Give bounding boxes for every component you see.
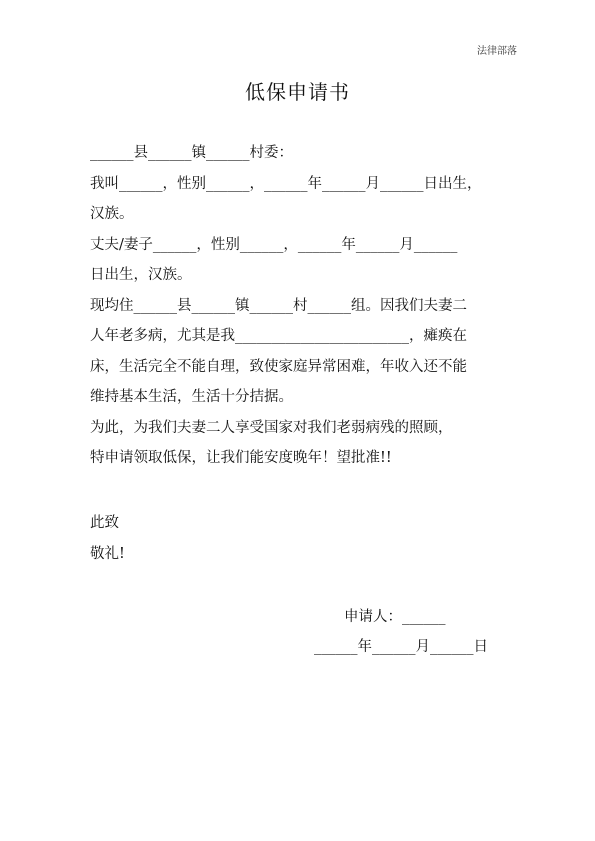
body-line: 日出生，汉族。: [90, 267, 192, 283]
body-line: 我叫______，性别______，______年______月______日出生，: [90, 175, 482, 192]
addressee-line: ______县______镇______村委：: [90, 145, 293, 161]
source-label: 法律部落: [477, 46, 517, 57]
body-line: 人年老多病，尤其是我________________________，瘫痪在: [90, 328, 467, 344]
application-body: [90, 138, 510, 474]
body-line: 特申请领取低保，让我们能安度晚年！望批准!!: [90, 450, 392, 466]
signature-block: [300, 602, 520, 662]
date-line: ______年______月______日: [314, 639, 488, 655]
body-line: 现均住______县______镇______村______组。因我们夫妻二: [90, 297, 467, 314]
closing-salutation: 此致: [90, 515, 119, 531]
closing-block: [90, 508, 390, 570]
closing-regards: 敬礼!: [90, 546, 125, 562]
body-line: 床，生活完全不能自理，致使家庭异常困难，年收入还不能: [90, 358, 467, 375]
body-line: 丈夫/妻子______，性别______，______年______月______: [90, 236, 458, 253]
body-line: 为此，为我们夫妻二人享受国家对我们老弱病残的照顾，: [90, 419, 453, 436]
body-line: 汉族。: [90, 206, 134, 222]
document-title: 低保申请书: [245, 80, 350, 104]
applicant-signature-line: 申请人：______: [344, 609, 446, 625]
body-line: 维持基本生活，生活十分拮据。: [90, 389, 293, 405]
